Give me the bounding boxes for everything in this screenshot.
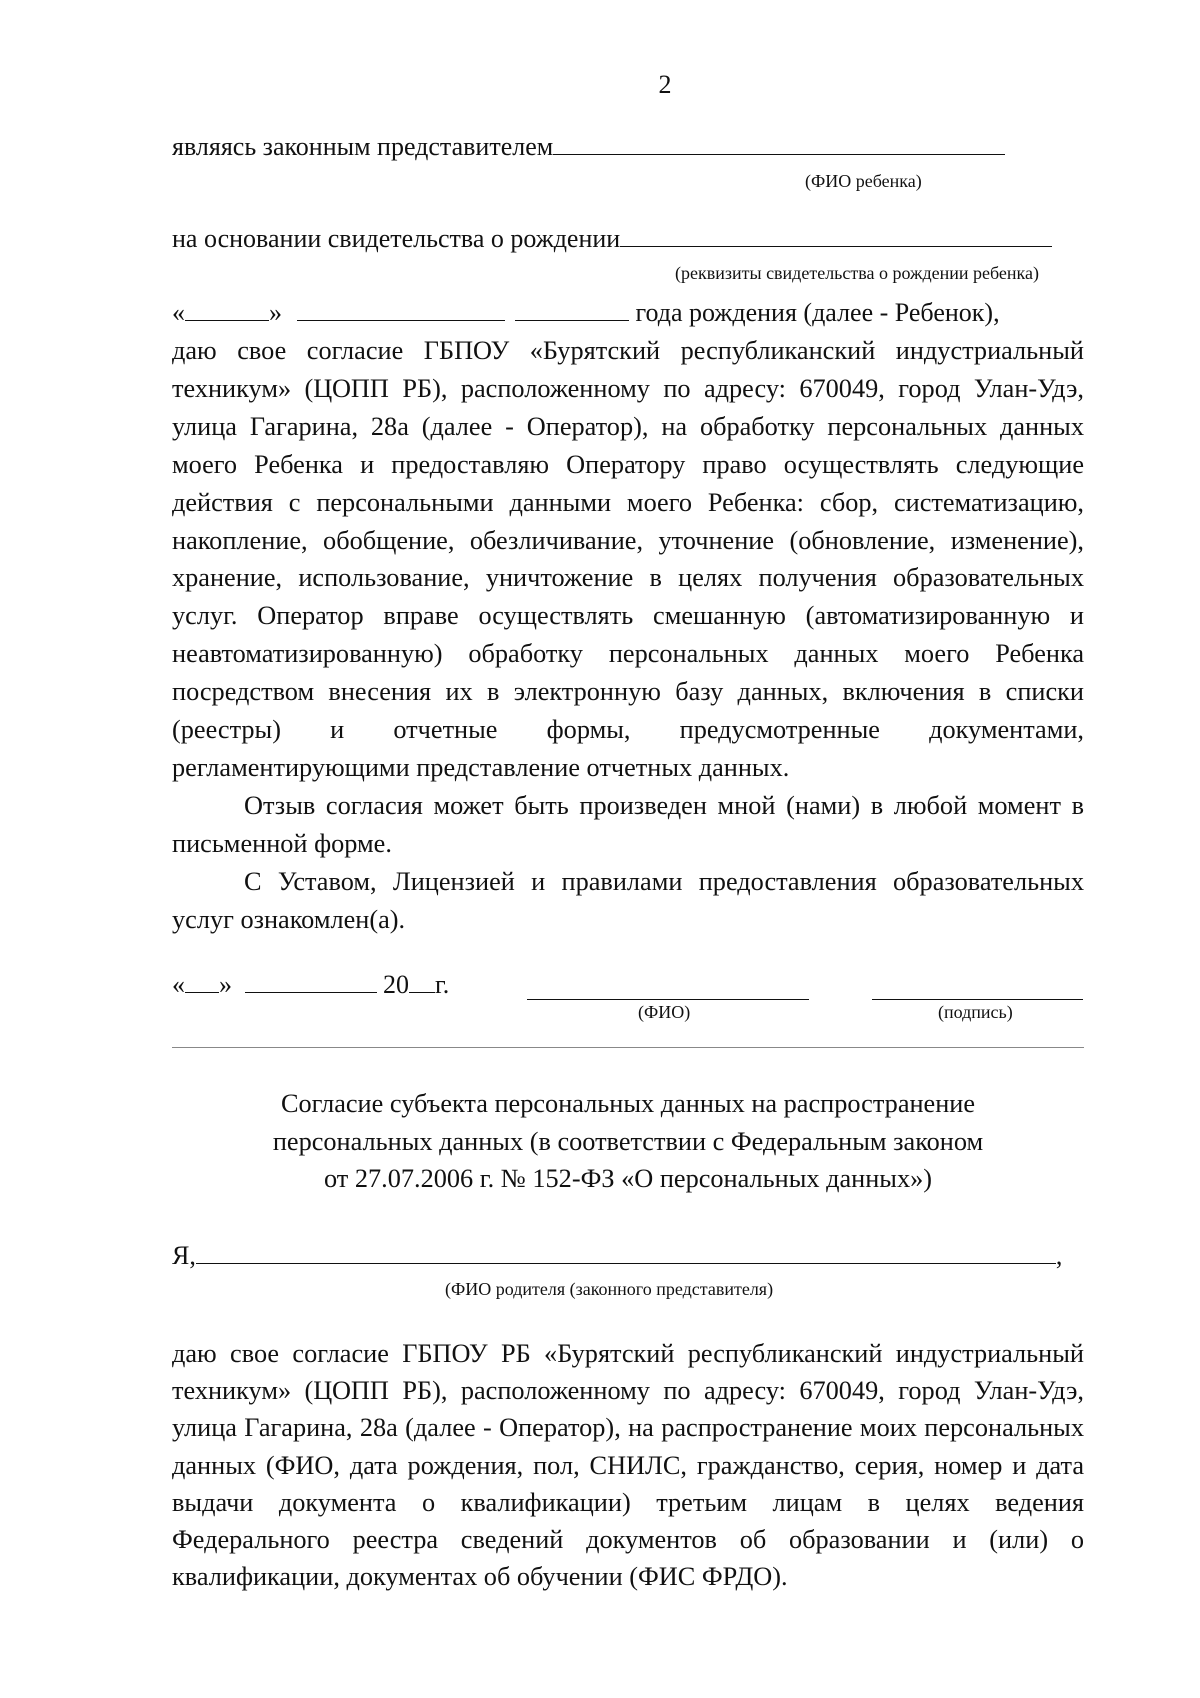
distribution-paragraph: даю свое согласие ГБПОУ РБ «Бурятский республиканский индустриальный техникум» (ЦОПП РБ), расположенному по адресу: 670049, город Улан-Удэ, улица Гагарина, 28а (далее - Оператор), на распространение моих персональных данных (ФИО, дата рождения, пол, СНИЛС, гражданство, серия, номер и дата выдачи документа о квалификации) третьим лицам в целях ведения Федерального реестра сведений документов об образовании и (или) о квалификации, документах об обучении (ФИС ФРДО). [172, 1339, 1084, 1592]
sign-month-blank[interactable] [245, 966, 377, 993]
birth-year-blank[interactable] [515, 294, 629, 321]
birth-day-close-quote: » [269, 298, 282, 327]
birth-month-blank[interactable] [297, 294, 505, 321]
charter-paragraph: С Уставом, Лицензией и правилами предоставления образовательных услуг ознакомлен(а). [172, 866, 1084, 934]
parent-name-blank[interactable] [196, 1237, 1056, 1264]
birth-date-line [172, 294, 1000, 331]
parent-name-prefix: Я, [172, 1241, 196, 1270]
birth-day-open-quote: « [172, 298, 185, 327]
sign-day-close-quote: » [219, 970, 232, 999]
birth-day-blank[interactable] [185, 294, 269, 321]
sign-year-prefix: 20 [383, 970, 409, 999]
consent-paragraph: даю свое согласие ГБПОУ «Бурятский республиканский индустриальный техникум» (ЦОПП РБ), расположенному по адресу: 670049, город Улан-Удэ, улица Гагарина, 28а (далее - Оператор), на обработку персональных данных моего Ребенка и предоставляю Оператору право осуществлять следующие действия с персональными данными моего Ребенка: сбор, систематизацию, накопление, обобщение, обезличивание, уточнение (обновление, изменение), хранение, использование, уничтожение в целях получения образовательных услуг. Оператор вправе осуществлять смешанную (автоматизированную и неавтоматизированную) обработку персональных данных моего Ребенка посредством внесения их в электронную базу данных, включения в списки (реестры) и отчетные формы, предусмотренные документами, регламентирующими представление отчетных данных. [172, 336, 1084, 782]
sign-year-blank[interactable] [409, 966, 435, 993]
parent-name-caption: (ФИО родителя (законного представителя) [445, 1279, 774, 1299]
sign-day-open-quote: « [172, 970, 185, 999]
signature-blank[interactable] [872, 973, 1083, 1000]
sign-day-blank[interactable] [185, 966, 219, 993]
section-divider [172, 1047, 1084, 1048]
title-line-3: от 27.07.2006 г. № 152-ФЗ «О персональных данных») [323, 1164, 933, 1193]
title-line-1: Согласие субъекта персональных данных на распространение [280, 1089, 976, 1118]
consent-body [172, 332, 1084, 939]
fio-caption: (ФИО) [638, 1002, 691, 1022]
birth-certificate-caption: (реквизиты свидетельства о рождении ребенка) [675, 263, 1040, 283]
birth-certificate-blank[interactable] [620, 220, 1052, 247]
parent-name-line [172, 1237, 1062, 1274]
page-number: 2 [658, 70, 672, 99]
signature-caption: (подпись) [938, 1002, 1013, 1022]
representative-line [172, 128, 1005, 165]
sign-year-suffix: г. [435, 970, 450, 999]
child-name-caption: (ФИО ребенка) [805, 171, 922, 191]
revocation-paragraph: Отзыв согласия может быть произведен мной (нами) в любой момент в письменной форме. [172, 790, 1084, 858]
birth-certificate-line [172, 220, 1052, 257]
signature-date-line [172, 966, 449, 1003]
title-line-2: персональных данных (в соответствии с Федеральным законом [272, 1126, 984, 1156]
fio-signature-blank[interactable] [527, 973, 809, 1000]
representative-label: являясь законным представителем [172, 132, 554, 161]
birth-certificate-label: на основании свидетельства о рождении [172, 224, 621, 253]
birth-date-text: года рождения (далее - Ребенок), [635, 298, 1000, 327]
child-name-blank[interactable] [553, 128, 1005, 155]
second-consent-title [172, 1085, 1084, 1198]
parent-name-suffix: , [1055, 1241, 1063, 1270]
